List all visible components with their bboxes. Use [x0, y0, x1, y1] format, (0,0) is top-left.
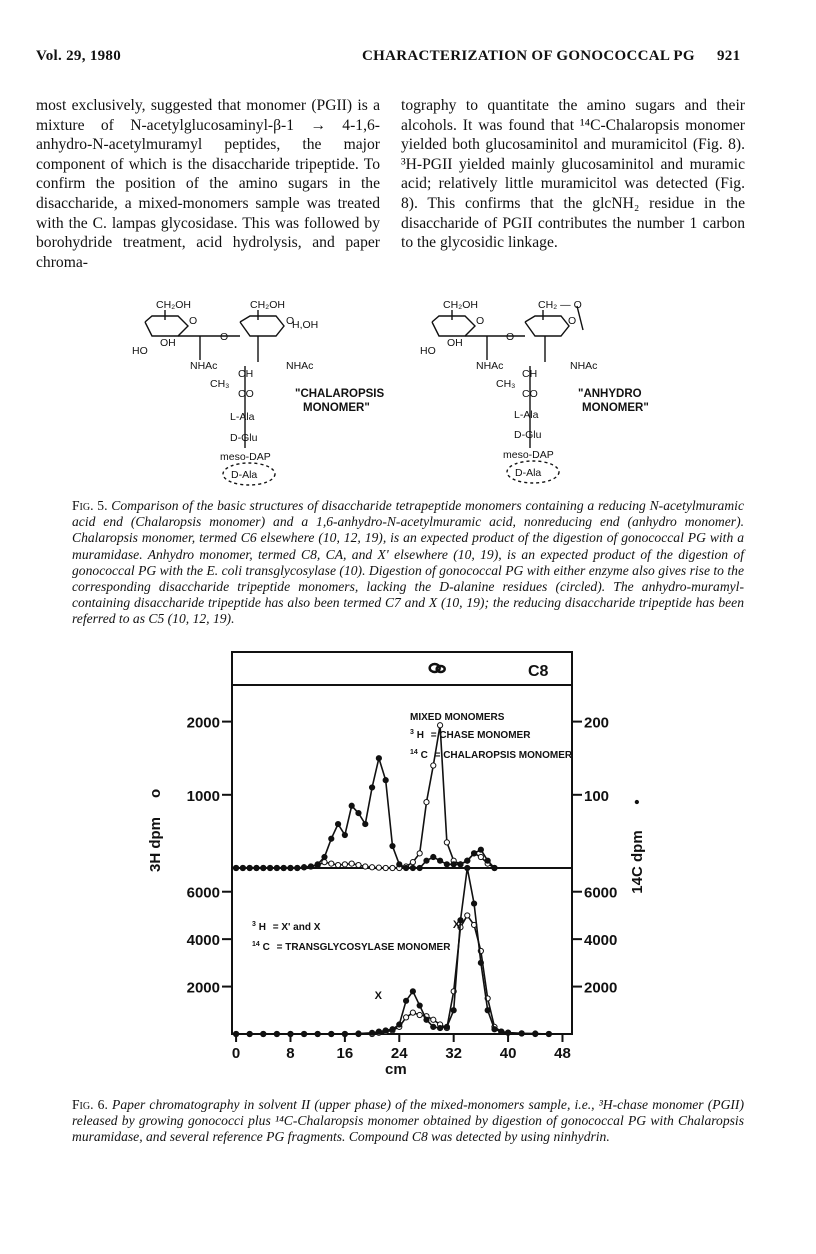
data-point — [308, 864, 313, 869]
y-left-axis-label: 3H dpm — [147, 816, 164, 872]
data-point — [349, 803, 354, 808]
label-chalaropsis-1: "CHALAROPSIS — [295, 388, 385, 400]
data-point — [247, 865, 252, 870]
upper-legend-2-sup: 14 — [410, 749, 418, 756]
data-point — [295, 865, 300, 870]
peak-label: X' — [452, 919, 463, 932]
data-point — [417, 1012, 422, 1017]
fig6-caption-text: Paper chromatography in solvent II (upper phase) of the mixed-monomers sample, i.e., ³H-chase monomer (PGII) released by growing gonococci plus ¹⁴C-Chalaropsis monomer obtained by digestion of gonococcal PG with Chalaropsis muramidase, and several reference PG fragments. Compound C8 was detected by using ninhydrin. — [72, 1097, 744, 1145]
fig5-caption — [72, 498, 744, 628]
data-point — [478, 847, 483, 852]
data-point — [424, 858, 429, 863]
upper-legend-title: MIXED MONOMERS — [410, 712, 505, 723]
right-ho: HO — [420, 345, 436, 357]
lower-legend-1-sup: 3 — [252, 921, 256, 928]
x-tick-label: 24 — [390, 1045, 408, 1062]
data-point — [390, 843, 395, 848]
data-point — [519, 1031, 524, 1036]
right-ch3: CH₃ — [496, 378, 516, 390]
data-point — [478, 960, 483, 965]
lower-series-line — [236, 915, 549, 1034]
data-point — [356, 811, 361, 816]
right-nhac-2: NHAc — [570, 360, 598, 372]
left-oh: OH — [160, 337, 176, 349]
upper-legend-2-text: = CHALAROPSIS MONOMER — [434, 750, 573, 761]
data-point — [437, 723, 442, 728]
data-point — [485, 1008, 490, 1013]
data-point — [431, 1017, 436, 1022]
data-point — [444, 862, 449, 867]
right-ring-o-2: O — [568, 315, 577, 327]
data-point — [335, 862, 340, 867]
fig5-caption-text: Comparison of the basic structures of disaccharide tetrapeptide monomers containing a reducing N-acetylmuramic acid end (Chalaropsis monomer) and a 1,6-anhydro-N-acetylmuramic acid, nonreducing end (anhydro monomer). Chalaropsis monomer, termed C6 elsewhere (10, 12, 19), is an expected product of the digestion of gonococcal PG with a muramidase. Anhydro monomer, termed C8, CA, and X' elsewhere (10, 19), is an expected product of the digestion of gonococcal PG with the E. coli transglycosylase (10). Digestion of gonococcal PG with either enzyme also gives rise to the corresponding disaccharide tripeptide monomers, lacking the D-alanine residues (circled). The anhydro-muramyl-containing disaccharide tripeptide has also been termed C7 and X (10, 19); the reducing disaccharide tripeptide has been referred to as C5 (10, 12, 19). — [72, 498, 744, 627]
data-point — [267, 865, 272, 870]
upper-legend-1 — [410, 726, 531, 741]
data-point — [410, 1010, 415, 1015]
x-tick-label: 48 — [554, 1045, 571, 1062]
lower-legend-1 — [252, 918, 321, 933]
data-point — [363, 821, 368, 826]
data-point — [383, 865, 388, 870]
right-ring-o-1: O — [476, 315, 485, 327]
data-point — [465, 865, 470, 870]
data-point — [458, 862, 463, 867]
data-point — [410, 860, 415, 865]
data-point — [254, 865, 259, 870]
data-point — [451, 862, 456, 867]
upper-legend-1-sym: H — [416, 730, 424, 741]
left-h-oh: H,OH — [292, 319, 319, 331]
right-l-ala: L-Ala — [514, 409, 539, 421]
c8-spot-label: C8 — [528, 663, 549, 680]
data-point — [261, 1031, 266, 1036]
lower-legend-2 — [252, 938, 451, 953]
data-point — [437, 1025, 442, 1030]
right-d-glu: D-Glu — [514, 429, 542, 441]
right-meso-dap: meso-DAP — [503, 449, 554, 461]
y-right-tick-label: 2000 — [584, 979, 618, 997]
data-point — [485, 858, 490, 863]
left-nhac-2: NHAc — [286, 360, 314, 372]
body-right-column — [401, 96, 745, 253]
y-right-axis-label: 14C dpm — [629, 830, 646, 894]
data-point — [376, 865, 381, 870]
data-point — [417, 1003, 422, 1008]
data-point — [383, 1028, 388, 1033]
data-point — [315, 862, 320, 867]
body-left-column — [36, 96, 380, 272]
left-ring-o-1: O — [189, 315, 198, 327]
data-point — [390, 865, 395, 870]
data-point — [471, 901, 476, 906]
data-point — [403, 1015, 408, 1020]
lower-legend-2-text: = TRANSGLYCOSYLASE MONOMER — [276, 942, 451, 953]
lower-legend-1-sym: H — [258, 922, 266, 933]
data-point — [342, 832, 347, 837]
data-point — [478, 854, 483, 859]
data-point — [431, 854, 436, 859]
upper-series-line — [236, 725, 494, 868]
data-point — [342, 1031, 347, 1036]
data-point — [301, 865, 306, 870]
data-point — [288, 1031, 293, 1036]
x-tick-label: 0 — [231, 1045, 241, 1062]
data-point — [342, 862, 347, 867]
data-point — [274, 865, 279, 870]
peak-label: X — [374, 990, 383, 1003]
data-point — [451, 1008, 456, 1013]
data-point — [322, 860, 327, 865]
data-point — [410, 865, 415, 870]
y-right-marker: • — [629, 799, 646, 805]
data-point — [410, 989, 415, 994]
right-d-ala: D-Ala — [515, 467, 542, 479]
body-left-text: most exclusively, suggested that monomer (PGII) is a mixture of N-acetylglucosaminyl-β-1 → 4-1,6-anhydro-N-acetylmuramyl peptides, the major component of which is the disaccharide tripeptide. To confirm the position of the amino sugars in the disaccharide, a mixed-monomers sample was treated with the C. lampas glycosidase. This was followed by borohydride treatment, acid hydrolysis, and paper chroma- — [36, 97, 380, 271]
data-point — [417, 865, 422, 870]
lower-legend-2-sup: 14 — [252, 941, 260, 948]
data-point — [499, 1029, 504, 1034]
data-point — [240, 865, 245, 870]
y-left-tick-label: 6000 — [186, 884, 220, 902]
data-point — [369, 1030, 374, 1035]
left-d-glu: D-Glu — [230, 432, 258, 444]
data-point — [383, 778, 388, 783]
data-point — [376, 756, 381, 761]
data-point — [247, 1031, 252, 1036]
data-point — [261, 865, 266, 870]
data-point — [492, 1027, 497, 1032]
left-ring-o-2: O — [286, 315, 295, 327]
data-point — [329, 861, 334, 866]
data-point — [492, 865, 497, 870]
y-right-tick-label: 4000 — [584, 932, 618, 950]
data-point — [397, 862, 402, 867]
left-ch2oh-1: CH₂OH — [156, 299, 191, 311]
data-point — [322, 854, 327, 859]
data-point — [403, 998, 408, 1003]
data-point — [281, 865, 286, 870]
fig5-caption-label: Fig. 5. — [72, 498, 108, 513]
left-ho: HO — [132, 345, 148, 357]
left-d-ala: D-Ala — [231, 469, 258, 481]
x-tick-label: 40 — [499, 1045, 517, 1062]
right-ch: CH — [522, 368, 538, 380]
x-tick-label: 16 — [336, 1045, 354, 1062]
right-co: CO — [522, 388, 538, 400]
lower-legend-1-text: = X' and X — [272, 922, 321, 933]
right-oh: OH — [447, 337, 463, 349]
left-nhac-1: NHAc — [190, 360, 218, 372]
data-point — [431, 763, 436, 768]
data-point — [437, 858, 442, 863]
data-point — [349, 861, 354, 866]
label-anhydro-2: MONOMER" — [582, 402, 649, 414]
label-chalaropsis-2: MONOMER" — [303, 402, 370, 414]
left-glyco-o: O — [220, 331, 229, 343]
data-point — [424, 1017, 429, 1022]
body-right-text: tography to quantitate the amino sugars and their alcohols. It was found that ¹⁴C-Chalaropsis monomer yielded both glucosaminitol and muramicitol (Fig. 8). ³H-PGII yielded mainly glucosaminitol and muramic acid; relatively little muramicitol was detected (Fig. 8). This confirms that the glcNH₂ residue in the disaccharide of PGII contributes the number 1 carbon to the glycosidic linkage. — [401, 97, 745, 252]
data-point — [369, 865, 374, 870]
y-left-tick-label: 2000 — [186, 979, 220, 997]
y-right-tick-label: 200 — [584, 714, 610, 732]
data-point — [444, 1024, 449, 1029]
data-point — [288, 865, 293, 870]
upper-legend-2-sym: C — [420, 750, 428, 761]
x-tick-label: 8 — [286, 1045, 295, 1062]
fig6-caption — [72, 1097, 744, 1146]
upper-legend-1-sup: 3 — [410, 729, 414, 736]
data-point — [403, 865, 408, 870]
y-left-tick-label: 2000 — [186, 714, 220, 732]
label-anhydro-1: "ANHYDRO — [578, 388, 642, 400]
data-point — [397, 1022, 402, 1027]
x-axis-label: cm — [385, 1061, 407, 1078]
right-glyco-o: O — [506, 331, 515, 343]
y-left-marker: o — [147, 788, 164, 798]
fig6-chart — [140, 640, 660, 1080]
upper-legend-1-text: = CHASE MONOMER — [430, 730, 531, 741]
data-point — [335, 821, 340, 826]
upper-legend-2 — [410, 746, 573, 761]
data-point — [363, 864, 368, 869]
data-point — [315, 1031, 320, 1036]
right-ch2oh: CH₂OH — [443, 299, 478, 311]
y-right-tick-label: 6000 — [584, 884, 618, 902]
left-ch: CH — [238, 368, 254, 380]
left-meso-dap: meso-DAP — [220, 451, 271, 463]
fig6-caption-label: Fig. 6. — [72, 1097, 108, 1112]
data-point — [233, 865, 238, 870]
data-point — [356, 862, 361, 867]
data-point — [233, 1031, 238, 1036]
data-point — [465, 913, 470, 918]
right-ch2-o: CH₂ — O — [538, 299, 582, 311]
data-point — [329, 1031, 334, 1036]
data-point — [417, 851, 422, 856]
page-number: 921 — [717, 48, 741, 64]
x-tick-label: 32 — [445, 1045, 463, 1062]
y-right-tick-label: 100 — [584, 787, 610, 805]
left-co: CO — [238, 388, 254, 400]
left-l-ala: L-Ala — [230, 411, 255, 423]
lower-legend-2-sym: C — [262, 942, 270, 953]
data-point — [301, 1031, 306, 1036]
right-nhac-1: NHAc — [476, 360, 504, 372]
data-point — [444, 840, 449, 845]
fig5-structures — [0, 292, 816, 492]
data-point — [376, 1029, 381, 1034]
data-point — [465, 858, 470, 863]
data-point — [471, 851, 476, 856]
data-point — [369, 785, 374, 790]
left-ch2oh-2: CH₂OH — [250, 299, 285, 311]
data-point — [533, 1031, 538, 1036]
journal-volume: Vol. 29, 1980 — [36, 48, 122, 64]
data-point — [505, 1030, 510, 1035]
y-left-tick-label: 1000 — [186, 787, 220, 805]
left-ch3: CH₃ — [210, 378, 230, 390]
running-title: CHARACTERIZATION OF GONOCOCCAL PG — [362, 48, 695, 64]
data-point — [431, 1024, 436, 1029]
upper-series-line — [236, 758, 494, 868]
data-point — [546, 1031, 551, 1036]
data-point — [390, 1027, 395, 1032]
y-left-tick-label: 4000 — [186, 932, 220, 950]
data-point — [424, 800, 429, 805]
data-point — [329, 836, 334, 841]
data-point — [356, 1031, 361, 1036]
data-point — [274, 1031, 279, 1036]
